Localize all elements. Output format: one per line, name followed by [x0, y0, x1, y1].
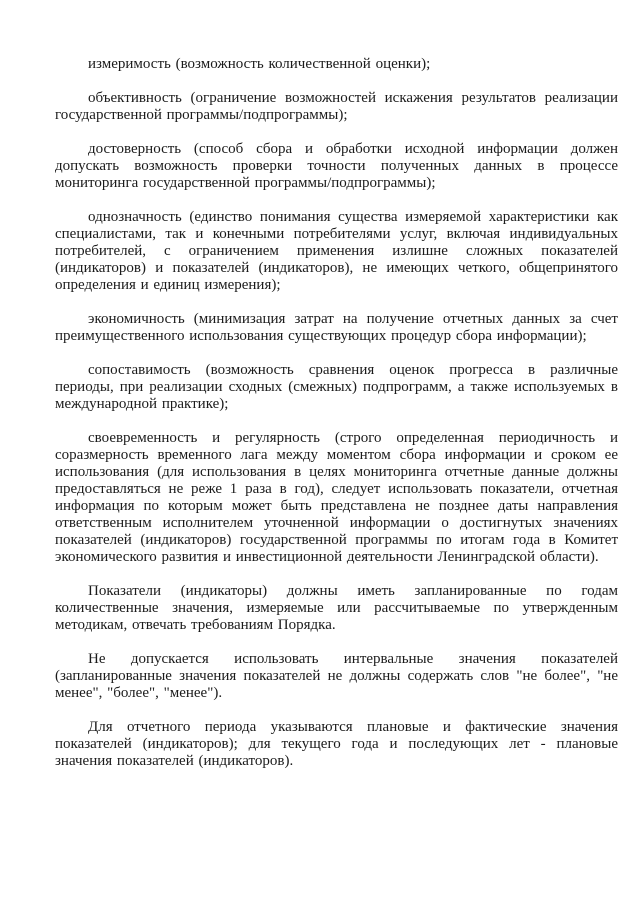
- paragraph: однозначность (единство понимания существа измеряемой характеристики как специалистами, так и конечными потребителями услуг, включая индивидуальных потребителей, с ограничением применения излишне сложных показателей (индикаторов) и показателей (индикаторов), не имеющих четкого, общепринятого определения и единиц измерения);: [55, 209, 618, 293]
- paragraph: экономичность (минимизация затрат на получение отчетных данных за счет преимущественного использования существующих процедур сбора информации);: [55, 311, 618, 344]
- paragraph: сопоставимость (возможность сравнения оценок прогресса в различные периоды, при реализации сходных (смежных) подпрограмм, а также используемых в международной практике);: [55, 362, 618, 412]
- paragraph: Для отчетного периода указываются плановые и фактические значения показателей (индикаторов); для текущего года и последующих лет - плановые значения показателей (индикаторов).: [55, 719, 618, 769]
- paragraph: объективность (ограничение возможностей искажения результатов реализации государственной программы/подпрограммы);: [55, 90, 618, 123]
- paragraph: измеримость (возможность количественной оценки);: [88, 56, 431, 72]
- paragraph: достоверность (способ сбора и обработки исходной информации должен допускать возможность проверки точности полученных данных в процессе мониторинга государственной программы/подпрограммы);: [55, 141, 618, 191]
- paragraph: Не допускается использовать интервальные значения показателей (запланированные значения показателей не должны содержать слов "не более", "не менее", "более", "менее").: [55, 651, 618, 701]
- paragraph: Показатели (индикаторы) должны иметь запланированные по годам количественные значения, измеряемые или рассчитываемые по утвержденным методикам, отвечать требованиям Порядка.: [55, 583, 618, 633]
- paragraph: своевременность и регулярность (строго определенная периодичность и соразмерность временного лага между моментом сбора информации и сроком ее использования (для использования в целях мониторинга отчетные данные должны предоставляться не реже 1 раза в год), следует использовать показатели, отчетная информация по которым может быть представлена не позднее даты направления ответственным исполнителем уточненной информации о достигнутых значениях показателей (индикаторов) государственной программы по итогам года в Комитет экономического развития и инвестиционной деятельности Ленинградской области).: [55, 430, 618, 565]
